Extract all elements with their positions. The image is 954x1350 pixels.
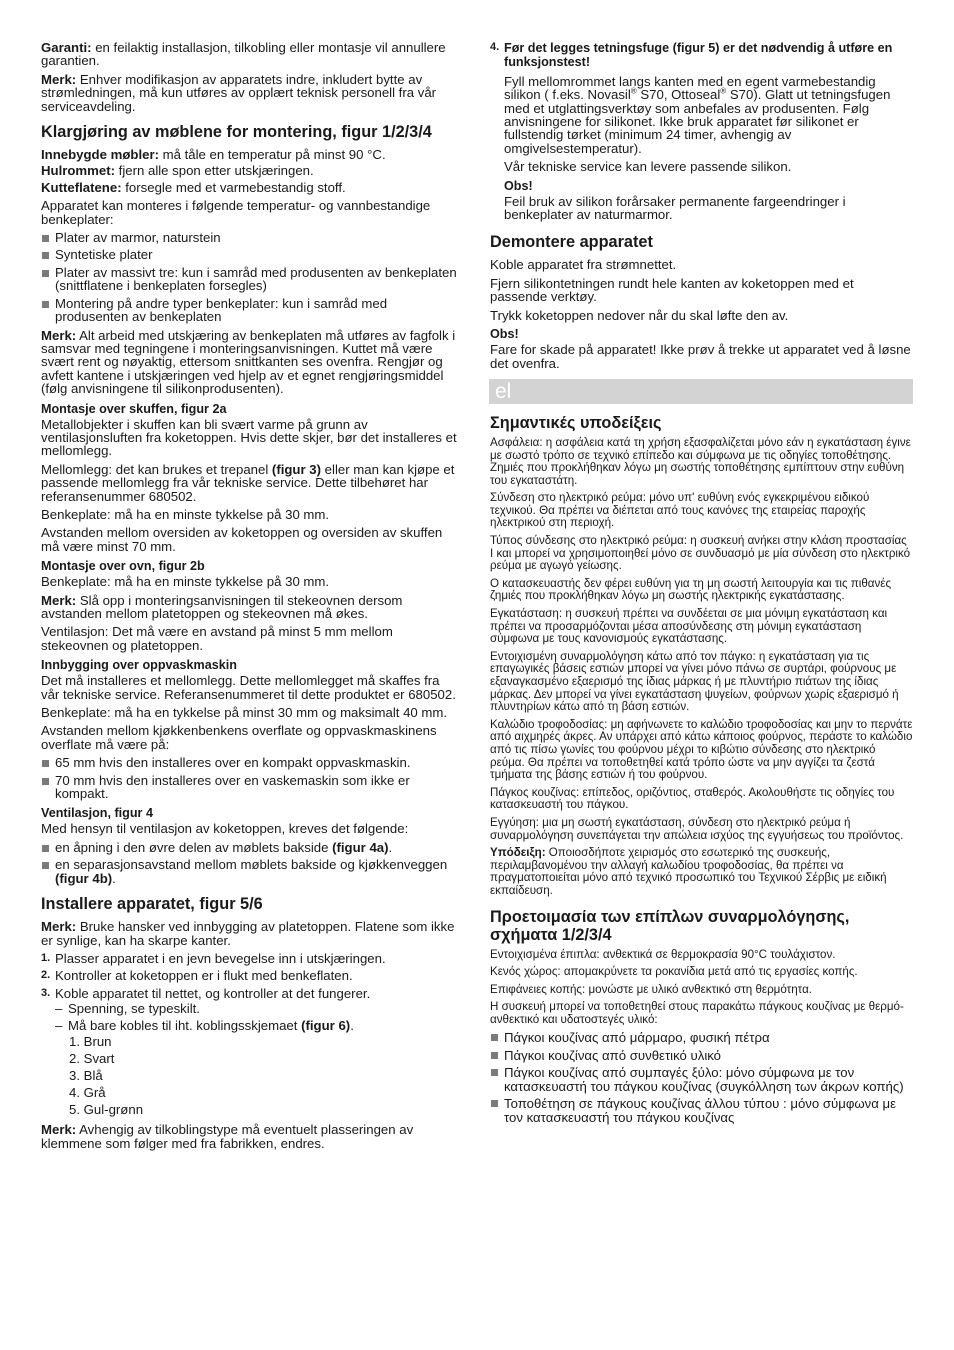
obs-label: Obs! xyxy=(504,178,533,193)
list-item: Plater av massivt tre: kun i samråd med produsenten av benkeplaten (snittflatene i benkeplaten forsegles) xyxy=(41,266,461,293)
greek-paragraph-8: Πάγκος κουζίνας: επίπεδος, οριζόντιος, σταθερός. Ακολουθήστε τις οδηγίες του κατασκευαστή του πάγκου. xyxy=(490,785,895,812)
greek-paragraph-1: Ασφάλεια: η ασφάλεια κατά τη χρήση εξασφαλίζεται μόνο εάν η εγκατάσταση έγινε με σωστό τρόπο σε τεχνικό επίπεδο και σύμφωνα με τις οδηγίες τοποθέτησης. Ζημιές που προκλήθηκαν λόγω μη σωστής τοποθέτησης εμπίπτουν στην ευθύνη του εγκαταστάτη. xyxy=(490,435,911,487)
ventilasjon-list xyxy=(41,841,461,885)
garanti-text: en feilaktig installasjon, tilkobling eller montasje vil annullere garantien. xyxy=(41,40,446,69)
apparatet-kan-paragraph: Apparatet kan monteres i følgende temperatur- og vannbestandige benkeplater: xyxy=(41,198,431,227)
list-item: Τοποθέτηση σε πάγκους κουζίνας άλλου τύπου : μόνο σύμφωνα με τον κατασκευαστή του πάγκου κουζίνας xyxy=(490,1097,913,1124)
kutteflatene-paragraph xyxy=(41,181,461,194)
skuffen-paragraph-4: Avstanden mellom oversiden av koketoppen og oversiden av skuffen må være minst 70 mm. xyxy=(41,525,443,554)
greek-paragraph-4: Ο κατασκευαστής δεν φέρει ευθύνη για τη μη σωστή λειτουργία και τις πιθανές ζημιές που προκλήθηκαν λόγω μη σωστής ηλεκτρικής εγκατάστασης. xyxy=(490,576,892,603)
registered-mark: ® xyxy=(630,86,637,96)
text-segment: en åpning i den øvre delen av møblets bakside xyxy=(55,839,333,855)
merk-text: Avhengig av tilkoblingstype må eventuelt plasseringen av klemmene som følger med fra fabrikken, endres. xyxy=(41,1122,414,1151)
greek-paragraph-9: Εγγύηση: μια μη σωστή εγκατάσταση, σύνδεση στο ηλεκτρικό ρεύμα ή συναρμολόγηση συνεπάγεται την απώλεια ισχύος της εγγυήσεως του προϊόντος. xyxy=(490,815,904,842)
list-item: Plater av marmor, naturstein xyxy=(41,231,461,244)
ovn-paragraph-1: Benkeplate: må ha en minste tykkelse på 30 mm. xyxy=(41,574,330,590)
text-segment: . xyxy=(350,1017,354,1033)
figure-ref: (figur 4a) xyxy=(332,839,389,855)
heading-ovn: Montasje over ovn, figur 2b xyxy=(41,559,205,574)
kutteflatene-text: forsegle med et varmebestandig stoff. xyxy=(121,179,346,195)
greek-prep-paragraph-1: Εντοιχισμένα έπιπλα: ανθεκτικά σε θερμοκρασία 90°C τουλάχιστον. xyxy=(490,947,836,961)
obs-label: Obs! xyxy=(490,327,519,342)
text-segment: Må bare kobles til iht. koblingsskjemaet xyxy=(68,1017,302,1033)
note-text: Οποιοσδήποτε χειρισμός στο εσωτερικό της συσκευής, περιλαμβανομένου την αλλαγή καλωδίου τροφοδοσίας, θα πρέπει να πραγματοποιείται μόνο από τεχνικό προσωπικό του Τεχνικού Σέρβις με ειδική εκπαίδευση. xyxy=(490,846,887,897)
text-segment: S70, Ottoseal xyxy=(636,87,721,103)
merk-paragraph-2 xyxy=(41,329,461,396)
language-section-bar: el xyxy=(489,379,913,404)
list-item: 4. Grå xyxy=(69,1084,106,1100)
merk-paragraph-3 xyxy=(41,594,461,621)
step-item xyxy=(490,41,913,70)
heading-oppvask: Innbygging over oppvaskmaskin xyxy=(41,658,237,673)
list-item xyxy=(41,858,461,885)
text-segment: Mellomlegg: det kan brukes et trepanel xyxy=(41,461,272,477)
skuffen-paragraph-1: Metallobjekter i skuffen kan bli svært varme på grunn av ventilasjonsluften fra koketoppen. Hvis dette skjer, bør det installeres et mellomlegg. xyxy=(41,416,457,459)
wire-colors-list xyxy=(41,1035,461,1116)
install-steps xyxy=(41,952,461,1116)
greek-prep-paragraph-4: Η συσκευή μπορεί να τοποθετηθεί στους παρακάτω πάγκους κουζίνας με θερμό-ανθεκτικό και υδατοστεγές υλικό: xyxy=(490,1000,904,1026)
list-item: 70 mm hvis den installeres over en vaskemaskin som ikke er kompakt. xyxy=(41,774,461,801)
list-item xyxy=(41,1002,461,1015)
greek-countertop-list xyxy=(490,1031,913,1123)
innebygde-text: må tåle en temperatur på minst 90 °C. xyxy=(158,147,386,163)
text-segment: eller man kan kjøpe et passende mellomlegg fra vår tekniske service. Dette tilbehøret har referansenummer 680502. xyxy=(41,461,455,504)
step-text: Plasser apparatet i en jevn bevegelse inn i utskjæringen. xyxy=(55,950,386,966)
garanti-label: Garanti: xyxy=(41,40,92,55)
greek-note-paragraph xyxy=(490,847,913,897)
merk-paragraph-4 xyxy=(41,920,461,947)
left-column xyxy=(41,41,461,1155)
list-item: 3. Blå xyxy=(69,1067,103,1083)
merk-label: Merk: xyxy=(41,592,77,608)
ovn-paragraph-2: Ventilasjon: Det må være en avstand på minst 5 mm mellom stekeovnen og platetoppen. xyxy=(41,624,393,653)
garanti-paragraph xyxy=(41,41,461,68)
text-segment: S70). Glatt ut tetningsfugen med et utglattingsverktøy som anbefales av produsenten. Følg anvisningene for silikonet. Ikke bruk apparatet før silikonet er fullstendig tørket (minimum 24 timer, avhengig av omgivelsestemperatur). xyxy=(504,87,891,156)
merk-text: Slå opp i monteringsanvisningen til stekeovnen dersom avstanden mellom platetoppen og stekeovnen må økes. xyxy=(41,592,403,621)
step-number: 3. xyxy=(41,986,51,999)
merk-paragraph-1 xyxy=(41,73,461,113)
dash-list xyxy=(41,1002,461,1032)
step-4-paragraph-2: Vår tekniske service kan levere passende silikon. xyxy=(504,159,792,175)
text-segment: en separasjonsavstand mellom møblets bakside og kjøkkenveggen xyxy=(55,857,448,873)
step-item xyxy=(41,969,461,982)
hulrommet-paragraph xyxy=(41,164,461,177)
oppvask-list xyxy=(41,756,461,800)
merk-text: Alt arbeid med utskjæring av benkeplaten må utføres av fagfolk i samsvar med tegningene i monteringsanvisningen. Kuttet må være svært rent og nøyaktig, ettersom snittkanten ses ovenfra. Rengjør og avfett kantene i utskjæringen ved hjelp av et egnet rengjøringsmiddel (følg anvisningene til silikonprodusenten). xyxy=(41,327,456,397)
text-segment: . xyxy=(388,839,393,855)
registered-mark: ® xyxy=(720,86,727,96)
greek-section xyxy=(490,414,913,1124)
oppvask-paragraph-3: Avstanden mellom kjøkkenbenkens overflate og oppvaskmaskinens overflate må være på: xyxy=(41,723,437,752)
greek-paragraph-6: Εντοιχισμένη συναρμολόγηση κάτω από τον πάγκο: η εγκατάσταση για τις επαγωγικές βάσεις εστιών μπορεί να γίνει μόνο πάνω σε συρτάρι, φούρνους με εξαναγκασμένο εξαερισμό της ίδιας μάρκας ή με πλυντήριο πιάτων της ίδιας μάρκας. Δεν μπορεί να γίνει εγκατάσταση ψυγείων, φούρνων χωρίς εξαερισμό ή πλυντηρίων κάτω από τη βάση εστιών. xyxy=(490,649,899,714)
figure-ref: (figur 4b) xyxy=(55,870,113,886)
step-4-paragraph-1 xyxy=(504,75,913,155)
benkeplater-list xyxy=(41,231,461,323)
demontere-paragraph-1: Koble apparatet fra strømnettet. xyxy=(490,257,677,273)
heading-skuffen: Montasje over skuffen, figur 2a xyxy=(41,401,227,416)
heading-proetoimasia: Προετοιμασία των επίπλων συναρμολόγησης, σχήματα 1/2/3/4 xyxy=(490,907,850,944)
right-column xyxy=(490,41,913,1129)
demontere-paragraph-2: Fjern silikontetningen rundt hele kanten av koketoppen med et passende verktøy. xyxy=(490,275,854,305)
list-item: Πάγκοι κουζίνας από συνθετικό υλικό xyxy=(490,1049,913,1062)
ventilasjon-paragraph: Med hensyn til ventilasjon av koketoppen, kreves det følgende: xyxy=(41,821,409,837)
heading-installere: Installere apparatet, figur 5/6 xyxy=(41,895,263,914)
dash-text: Spenning, se typeskilt. xyxy=(68,1001,200,1017)
innebygde-paragraph xyxy=(41,148,461,161)
heading-ventilasjon: Ventilasjon, figur 4 xyxy=(41,806,153,821)
step-4-obs-text: Feil bruk av silikon forårsaker permanente fargeendringer i benkeplater av naturmarmor. xyxy=(504,193,846,223)
merk-label: Merk: xyxy=(41,1122,77,1138)
heading-klargjoring: Klargjøring av møblene for montering, figur 1/2/3/4 xyxy=(41,123,432,142)
hulrommet-label: Hulrommet: xyxy=(41,163,115,179)
greek-paragraph-3: Τύπος σύνδεσης στο ηλεκτρικό ρεύμα: η συσκευή ανήκει στην κλάση προστασίας I και μπορεί να χρησιμοποιηθεί μόνο σε συνδυασμό με μία σύνδεση στο ηλεκτρικό ρεύμα με αγωγό γείωσης. xyxy=(490,534,911,573)
step-number: 1. xyxy=(41,951,51,964)
list-item xyxy=(41,841,461,854)
list-item: Πάγκοι κουζίνας από μάρμαρο, φυσική πέτρα xyxy=(490,1031,913,1044)
list-item: 65 mm hvis den installeres over en kompakt oppvaskmaskin. xyxy=(41,756,461,769)
demontere-obs-text: Fare for skade på apparatet! Ikke prøv å trekke ut apparatet ved å løsne det ovenfra. xyxy=(490,342,911,371)
skuffen-paragraph-2 xyxy=(41,463,461,503)
dash-mark: – xyxy=(55,1017,63,1033)
text-segment: Fyll mellomrommet langs kanten med en egent varmebestandig silikon ( f.eks. Novasil xyxy=(504,73,876,103)
step-number: 2. xyxy=(41,969,51,982)
step-title: Før det legges tetningsfuge (figur 5) er det nødvendig å utføre en funksjonstest! xyxy=(504,41,893,70)
heading-demontere: Demontere apparatet xyxy=(490,233,653,252)
heading-simantikes: Σημαντικές υποδείξεις xyxy=(490,413,662,432)
innebygde-label: Innebygde møbler: xyxy=(41,147,159,163)
list-item: Πάγκοι κουζίνας από συμπαγές ξύλο: μόνο σύμφωνα με τον κατασκευαστή του πάγκου κουζίνας (συγκόλληση των άκρων κοπής) xyxy=(490,1066,913,1093)
merk-paragraph-5 xyxy=(41,1123,461,1150)
step-4-body xyxy=(490,75,913,222)
dash-mark: – xyxy=(55,1001,63,1017)
step-number: 4. xyxy=(490,41,500,53)
merk-text: Bruke hansker ved innbygging av platetoppen. Flatene som ikke er synlige, kan ha skarpe kanter. xyxy=(41,919,455,948)
oppvask-paragraph-1: Det må installeres et mellomlegg. Dette mellomlegget må skaffes fra vår tekniske service. Referansenummeret til dette produktet er 680502. xyxy=(41,673,456,702)
greek-paragraph-2: Σύνδεση στο ηλεκτρικό ρεύμα: μόνο υπ' ευθύνη ενός εγκεκριμένου ειδικού τεχνικού. Θα πρέπει να διέπεται από τους κανόνες της εταιρείας παροχής ηλεκτρικού στη περιοχή. xyxy=(490,491,870,530)
step-item xyxy=(41,952,461,965)
hulrommet-text: fjern alle spon etter utskjæringen. xyxy=(115,163,314,179)
greek-prep-paragraph-2: Κενός χώρος: απομακρύνετε τα ροκανίδια μετά από τις εργασίες κοπής. xyxy=(490,965,858,979)
step-text: Kontroller at koketoppen er i flukt med benkeflaten. xyxy=(55,968,353,984)
figure-ref: (figur 6) xyxy=(301,1017,351,1033)
step-text: Koble apparatet til nettet, og kontroller at det fungerer. xyxy=(55,985,371,1001)
list-item xyxy=(41,1019,461,1032)
greek-paragraph-7: Καλώδιο τροφοδοσίας: μη αφήνωνετε το καλώδιο τροφοδοσίας και μην το περνάτε από αιχμηρές άκρες. Αν υπάρχει από κάτω κάποιος φούρνος, περάστε το καλώδιο από τις πίσω γωνίες του φούρνου μέχρι το κιβώτιο σύνδεσης στο ηλεκτρικό ρεύμα. Θα πρέπει να τοποθετηθεί κατά τρόπο ώστε να μην αγγίζει τα ζεστά τμήματα της βάσης εστιών ή του φούρνου. xyxy=(490,717,913,782)
greek-paragraph-5: Εγκατάσταση: η συσκευή πρέπει να συνδέεται σε μια μόνιμη εγκατάσταση και πρέπει να προσαρμόζονται μέσα αποσύνδεσης στη μόνιμη εγκατάσταση σύμφωνα με τους κανονισμούς εγκατάστασης. xyxy=(490,607,888,646)
text-segment: . xyxy=(112,870,116,886)
oppvask-paragraph-2: Benkeplate: må ha en tykkelse på minst 30 mm og maksimalt 40 mm. xyxy=(41,705,448,721)
merk-text: Enhver modifikasjon av apparatets indre, inkludert bytte av strømledningen, må kun utføres av opplært teknisk personell fra vår serviceavdeling. xyxy=(41,71,437,114)
list-item: Montering på andre typer benkeplater: kun i samråd med produsenten av benkeplaten xyxy=(41,297,461,324)
merk-label: Merk: xyxy=(41,327,77,343)
merk-label: Merk: xyxy=(41,919,77,935)
figure-ref: (figur 3) xyxy=(271,461,322,477)
install-step-4 xyxy=(490,41,913,70)
skuffen-paragraph-3: Benkeplate: må ha en minste tykkelse på 30 mm. xyxy=(41,506,330,522)
list-item: Syntetiske plater xyxy=(41,248,461,261)
note-label: Υπόδειξη: xyxy=(490,846,546,860)
demontere-paragraph-3: Trykk koketoppen nedover når du skal løfte den av. xyxy=(490,307,789,323)
list-item: 1. Brun xyxy=(69,1033,112,1049)
step-item xyxy=(41,987,461,1117)
list-item: 5. Gul-grønn xyxy=(69,1101,144,1117)
merk-label: Merk: xyxy=(41,71,77,87)
list-item: 2. Svart xyxy=(69,1050,115,1066)
greek-prep-paragraph-3: Επιφάνειες κοπής: μονώστε με υλικό ανθεκτικό στη θερμότητα. xyxy=(490,982,813,996)
kutteflatene-label: Kutteflatene: xyxy=(41,179,122,195)
